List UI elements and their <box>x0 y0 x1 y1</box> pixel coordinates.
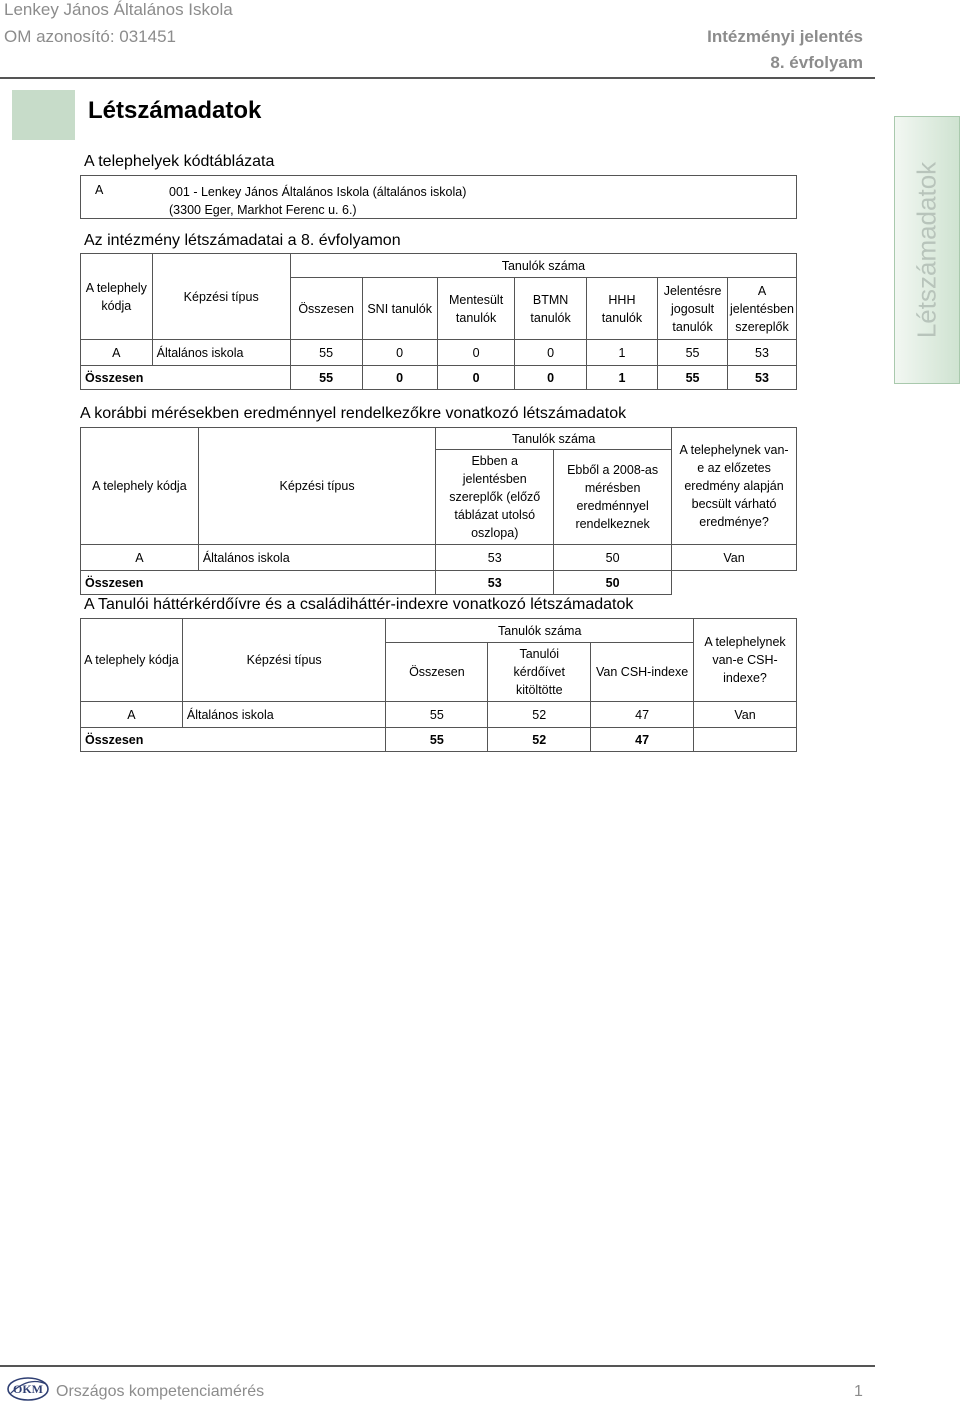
t1-sum-in-report: 53 <box>727 366 796 390</box>
section-title: Létszámadatok <box>88 97 262 124</box>
table-sum-row <box>81 571 797 595</box>
report-type: Intézményi jelentés <box>707 27 863 46</box>
t1-h-site-code: A telephely kódja <box>81 254 153 340</box>
t1-row-hhh: 1 <box>586 340 657 366</box>
table1 <box>80 253 797 390</box>
t3-h-questionnaire: Tanulói kérdőívet kitöltötte <box>488 643 591 702</box>
t3-row-site-csh: Van <box>694 702 797 728</box>
t2-sum-label: Összesen <box>81 571 436 595</box>
t1-row-type: Általános iskola <box>152 340 290 366</box>
t1-h-hhh: HHH tanulók <box>586 278 657 340</box>
t1-sum-hhh: 1 <box>586 366 657 390</box>
t1-row-sni: 0 <box>362 340 437 366</box>
t2-h-group: Tanulók száma <box>436 428 672 450</box>
t1-h-total: Összesen <box>290 278 362 340</box>
header-divider <box>0 77 875 79</box>
t2-row-type: Általános iskola <box>198 545 435 571</box>
t1-h-in-report: A jelentésben szereplők <box>727 278 796 340</box>
t3-row-csh: 47 <box>591 702 694 728</box>
t1-row-btmn: 0 <box>515 340 586 366</box>
t3-row-questionnaire: 52 <box>488 702 591 728</box>
t3-sum-total: 55 <box>386 728 488 752</box>
section-marker <box>12 90 75 140</box>
t1-h-eligible: Jelentésre jogosult tanulók <box>658 278 728 340</box>
t2-row-estimate: Van <box>672 545 797 571</box>
t1-row-total: 55 <box>290 340 362 366</box>
side-tab-label: Létszámadatok <box>911 161 942 339</box>
t2-h-training-type: Képzési típus <box>198 428 435 545</box>
t3-row-total: 55 <box>386 702 488 728</box>
t3-h-training-type: Képzési típus <box>182 619 386 702</box>
t3-sum-empty <box>694 728 797 752</box>
t1-h-group: Tanulók száma <box>290 254 796 278</box>
table2 <box>80 427 797 595</box>
code-table-desc <box>169 183 466 219</box>
t2-row-code: A <box>81 545 199 571</box>
t1-row-exempt: 0 <box>437 340 515 366</box>
t1-sum-eligible: 55 <box>658 366 728 390</box>
t3-sum-questionnaire: 52 <box>488 728 591 752</box>
table3 <box>80 618 797 752</box>
t2-h-in-report: Ebben a jelentésben szereplők (előző táblázat utolsó oszlopa) <box>436 450 554 545</box>
table-row <box>81 340 797 366</box>
om-id: OM azonosító: 031451 <box>4 27 177 46</box>
table-row <box>81 545 797 571</box>
code-table-title: A telephelyek kódtáblázata <box>84 153 275 170</box>
t1-row-in-report: 53 <box>727 340 796 366</box>
t3-h-site-csh: A telephelynek van-e CSH-indexe? <box>694 619 797 702</box>
t2-row-in-report: 53 <box>436 545 554 571</box>
t2-sum-empty <box>672 571 797 595</box>
t3-h-site-code: A telephely kódja <box>81 619 183 702</box>
t2-sum-in-report: 53 <box>436 571 554 595</box>
t1-h-btmn: BTMN tanulók <box>515 278 586 340</box>
side-tab <box>894 116 960 384</box>
t3-h-csh: Van CSH-indexe <box>591 643 694 702</box>
footer-divider <box>0 1365 875 1367</box>
t1-sum-btmn: 0 <box>515 366 586 390</box>
t2-sum-prev: 50 <box>554 571 672 595</box>
code-table <box>80 175 797 219</box>
table-row <box>81 702 797 728</box>
table3-title: A Tanulói háttérkérdőívre és a családiháttér-indexre vonatkozó létszámadatok <box>84 596 634 613</box>
school-name: Lenkey János Általános Iskola <box>4 0 233 19</box>
t3-row-type: Általános iskola <box>182 702 386 728</box>
okm-logo-text: OKM <box>13 1382 43 1396</box>
t3-h-total: Összesen <box>386 643 488 702</box>
t3-sum-csh: 47 <box>591 728 694 752</box>
t1-h-exempt: Mentesült tanulók <box>437 278 515 340</box>
t2-h-prev: Ebből a 2008-as mérésben eredménnyel rendelkeznek <box>554 450 672 545</box>
t1-sum-label: Összesen <box>81 366 291 390</box>
code-table-desc-line2: (3300 Eger, Markhot Ferenc u. 6.) <box>169 203 357 217</box>
t2-row-prev: 50 <box>554 545 672 571</box>
t1-row-code: A <box>81 340 153 366</box>
table2-title: A korábbi mérésekben eredménnyel rendelkezőkre vonatkozó létszámadatok <box>80 405 627 422</box>
page-number: 1 <box>854 1383 863 1400</box>
table1-title: Az intézmény létszámadatai a 8. évfolyamon <box>84 232 401 249</box>
t2-h-has-estimate: A telephelynek van-e az előzetes eredmény alapján becsült várható eredménye? <box>672 428 797 545</box>
t1-sum-exempt: 0 <box>437 366 515 390</box>
t1-h-sni: SNI tanulók <box>362 278 437 340</box>
t3-row-code: A <box>81 702 183 728</box>
code-table-code: A <box>95 183 104 197</box>
code-table-desc-line1: 001 - Lenkey János Általános Iskola (általános iskola) <box>169 185 467 199</box>
t1-sum-sni: 0 <box>362 366 437 390</box>
t1-sum-total: 55 <box>290 366 362 390</box>
t3-h-group: Tanulók száma <box>386 619 694 643</box>
t2-h-site-code: A telephely kódja <box>81 428 199 545</box>
table-sum-row <box>81 366 797 390</box>
table-sum-row <box>81 728 797 752</box>
t1-row-eligible: 55 <box>658 340 728 366</box>
okm-logo-icon <box>4 1372 52 1406</box>
t1-h-training-type: Képzési típus <box>152 254 290 340</box>
footer-text: Országos kompetenciamérés <box>56 1383 265 1400</box>
grade-label: 8. évfolyam <box>770 53 863 72</box>
t3-sum-label: Összesen <box>81 728 386 752</box>
